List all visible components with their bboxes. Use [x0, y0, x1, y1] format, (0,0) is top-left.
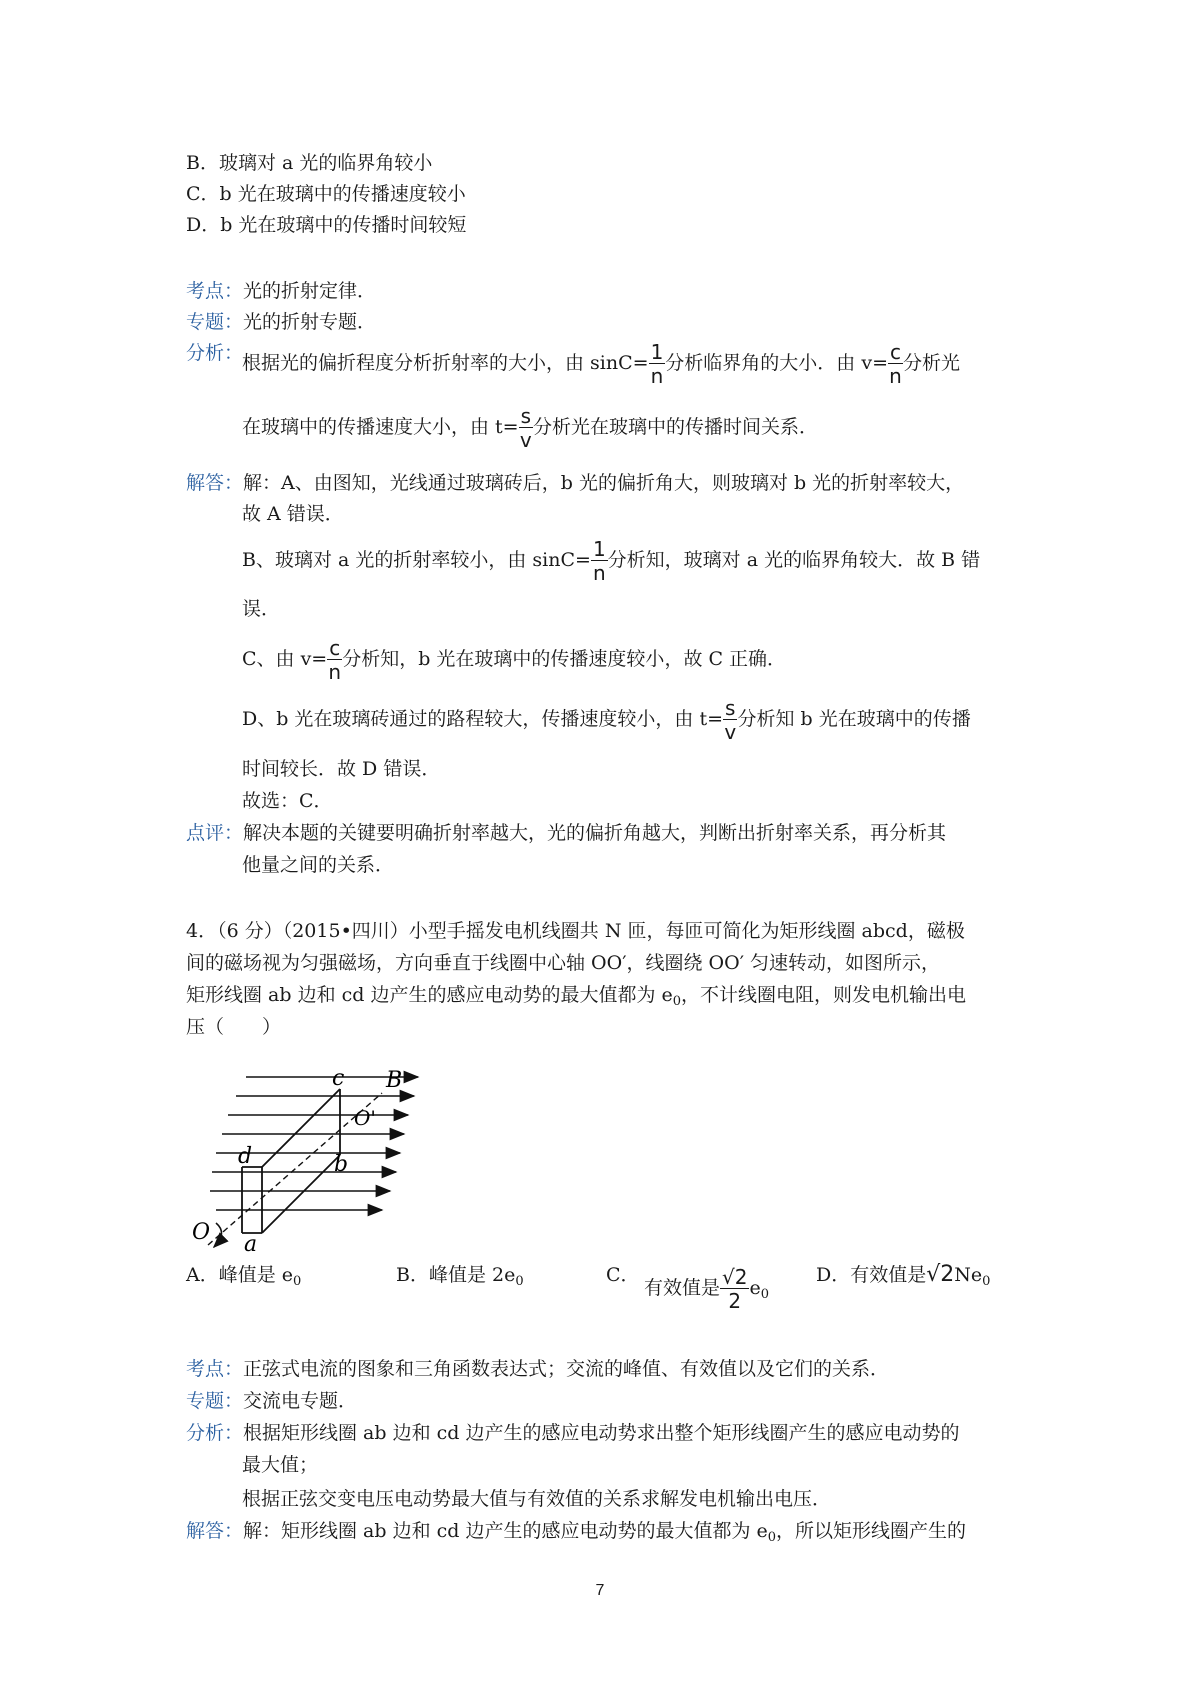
- frac-den: v: [724, 720, 737, 744]
- fenxi-tag-text: 分析：: [186, 342, 244, 364]
- q4-option-d: [816, 1262, 990, 1295]
- jieda-answer: 故选：C．: [242, 790, 333, 812]
- fenxi-tag: [186, 340, 243, 366]
- label-c: c: [332, 1066, 345, 1091]
- q4-jieda-tag: 解答：: [186, 1520, 244, 1542]
- option-c: C．b 光在玻璃中的传播速度较小: [186, 183, 466, 205]
- q4-fenxi-row: [186, 1420, 959, 1446]
- q4-option-c: [644, 1260, 769, 1323]
- jieda-a-line-2: 故 A 错误．: [242, 503, 344, 525]
- dianping-line-1: 解决本题的关键要明确折射率越大，光的偏折角越大，判断出折射率关系，再分析其: [243, 822, 947, 844]
- q4-zhuanti-row: [186, 1388, 357, 1414]
- fenxi-line-1: [242, 340, 960, 386]
- frac-den: n: [889, 364, 902, 388]
- fenxi-text-2b: 分析光在玻璃中的传播时间关系．: [533, 416, 819, 438]
- fraction-sqrt2-over-2: [720, 1267, 749, 1311]
- zhuanti-row: [186, 309, 376, 335]
- subscript-0: 0: [293, 1274, 302, 1289]
- q4-option-c-label: C．: [606, 1264, 640, 1286]
- sqrt-2: √2: [926, 1262, 955, 1287]
- q4-stem-2: 间的磁场视为匀强磁场，方向垂直于线圈中心轴 OO′，线圈绕 OO′ 匀速转动，如图所示，: [186, 952, 941, 974]
- label-B: B: [386, 1068, 403, 1093]
- frac-den: 2: [728, 1289, 742, 1313]
- frac-num: √2: [722, 1265, 748, 1289]
- jieda-d-line-2: 时间较长．故 D 错误．: [242, 758, 441, 780]
- jieda-c-text-b: 分析知，b 光在玻璃中的传播速度较小，故 C 正确．: [342, 648, 787, 670]
- option-b: B．玻璃对 a 光的临界角较小: [186, 152, 433, 174]
- jieda-b-text-b: 分析知，玻璃对 a 光的临界角较大．故 B 错: [607, 549, 981, 571]
- q4-option-d-ne: Ne: [954, 1264, 983, 1286]
- jieda-b-line-2: 误．: [242, 598, 281, 620]
- frac-num: c: [890, 340, 901, 364]
- jieda-b-text-a: B、玻璃对 a 光的折射率较小，由 sinC=: [242, 549, 591, 571]
- frac-den: n: [592, 561, 606, 585]
- q4-zhuanti-tag: 专题：: [186, 1390, 244, 1412]
- q4-kaodian-row: [186, 1356, 889, 1382]
- fenxi-text-1a: 根据光的偏折程度分析折射率的大小，由 sinC=: [242, 352, 649, 374]
- q4-option-b-text: B．峰值是 2e: [396, 1264, 516, 1286]
- frac-den: n: [650, 364, 664, 388]
- fraction-c-over-n: [327, 638, 342, 682]
- q4-option-a: [186, 1262, 301, 1295]
- subscript-0: 0: [767, 1530, 777, 1545]
- q4-stem-1: 4．（6 分）（2015•四川）小型手摇发电机线圈共 N 匝，每匝可简化为矩形线圈 abcd，磁极: [186, 920, 965, 942]
- frac-num: c: [329, 636, 341, 660]
- label-b: b: [334, 1152, 349, 1177]
- jieda-c-text-a: C、由 v=: [242, 648, 328, 670]
- q4-stem-3a: 矩形线圈 ab 边和 cd 边产生的感应电动势的最大值都为 e: [186, 984, 673, 1006]
- fenxi-text-1c: 分析光: [903, 352, 961, 374]
- q4-kaodian-tag: 考点：: [186, 1358, 244, 1380]
- rectangular-coil: [242, 1089, 340, 1233]
- label-d: d: [238, 1144, 253, 1169]
- dianping-row-1: [186, 820, 946, 846]
- frac-num: 1: [650, 340, 664, 364]
- dianping-line-2: 他量之间的关系．: [242, 854, 395, 876]
- fraction-1-over-n: [591, 539, 608, 583]
- frac-den: n: [328, 660, 342, 684]
- zhuanti-tag: 专题：: [186, 311, 244, 333]
- q4-stem-4: 压（ ）: [186, 1016, 282, 1038]
- q4-fenxi-line-3: 根据正弦交变电压电动势最大值与有效值的关系求解发电机输出电压．: [242, 1488, 832, 1510]
- kaodian-tag: 考点：: [186, 280, 244, 302]
- dianping-tag: 点评：: [186, 822, 244, 844]
- label-o: O: [192, 1220, 211, 1245]
- fraction-s-over-v: [723, 698, 737, 742]
- fraction-s-over-v: [519, 406, 533, 450]
- q4-fenxi-tag: 分析：: [186, 1422, 244, 1444]
- kaodian-row: [186, 278, 376, 304]
- fraction-c-over-n: [888, 342, 903, 386]
- jieda-d-line-1: [242, 696, 971, 742]
- q4-option-d-text: D．有效值是: [816, 1264, 927, 1286]
- fenxi-text-1b: 分析临界角的大小．由 v=: [665, 352, 888, 374]
- q4-option-b: [396, 1262, 524, 1295]
- jieda-b-line-1: [242, 537, 980, 583]
- q4-zhuanti-text: 交流电专题．: [243, 1390, 358, 1412]
- page-number: 7: [595, 1582, 605, 1599]
- jieda-d-text-b: 分析知 b 光在玻璃中的传播: [737, 708, 971, 730]
- q4-fenxi-line-2: 最大值；: [242, 1454, 319, 1476]
- jieda-d-text-a: D、b 光在玻璃砖通过的路程较大，传播速度较小，由 t=: [242, 708, 724, 730]
- q4-stem-3b: ，不计线圈电阻，则发电机输出电: [681, 984, 967, 1006]
- label-a: a: [244, 1232, 258, 1255]
- q4-option-a-text: A．峰值是 e: [186, 1264, 294, 1286]
- jieda-c-line: [242, 636, 786, 682]
- q4-jieda-text-a: 解：矩形线圈 ab 边和 cd 边产生的感应电动势的最大值都为 e: [243, 1520, 768, 1542]
- subscript-0: 0: [982, 1274, 991, 1289]
- zhuanti-text: 光的折射专题．: [243, 311, 377, 333]
- q4-option-c-e: e: [749, 1277, 761, 1299]
- fenxi-line-2: [242, 404, 818, 450]
- q4-kaodian-text: 正弦式电流的图象和三角函数表达式；交流的峰值、有效值以及它们的关系．: [243, 1358, 890, 1380]
- frac-den: v: [519, 428, 532, 452]
- q4-option-c-text: 有效值是: [644, 1277, 721, 1299]
- frac-num: s: [725, 696, 736, 720]
- frac-num: 1: [592, 537, 606, 561]
- kaodian-text: 光的折射定律．: [243, 280, 377, 302]
- subscript-0: 0: [515, 1274, 524, 1289]
- jieda-tag: 解答：: [186, 472, 244, 494]
- subscript-0: 0: [672, 994, 682, 1009]
- option-d: D．b 光在玻璃中的传播时间较短: [186, 214, 467, 236]
- fenxi-text-2a: 在玻璃中的传播速度大小，由 t=: [242, 416, 519, 438]
- q4-jieda-row: [186, 1518, 966, 1551]
- label-o-prime: O': [354, 1106, 376, 1130]
- q4-stem-3: [186, 982, 966, 1015]
- fraction-1-over-n: [649, 342, 666, 386]
- jieda-a-line-1: 解：A、由图知，光线通过玻璃砖后，b 光的偏折角大，则玻璃对 b 光的折射率较大，: [243, 472, 965, 494]
- coil-magnetic-field-figure: [186, 1055, 446, 1255]
- q4-fenxi-line-1: 根据矩形线圈 ab 边和 cd 边产生的感应电动势求出整个矩形线圈产生的感应电动势的: [243, 1422, 960, 1444]
- frac-num: s: [520, 404, 532, 428]
- jieda-row-1: [186, 470, 964, 496]
- subscript-0: 0: [760, 1287, 770, 1302]
- q4-jieda-text-b: ，所以矩形线圈产生的: [776, 1520, 967, 1542]
